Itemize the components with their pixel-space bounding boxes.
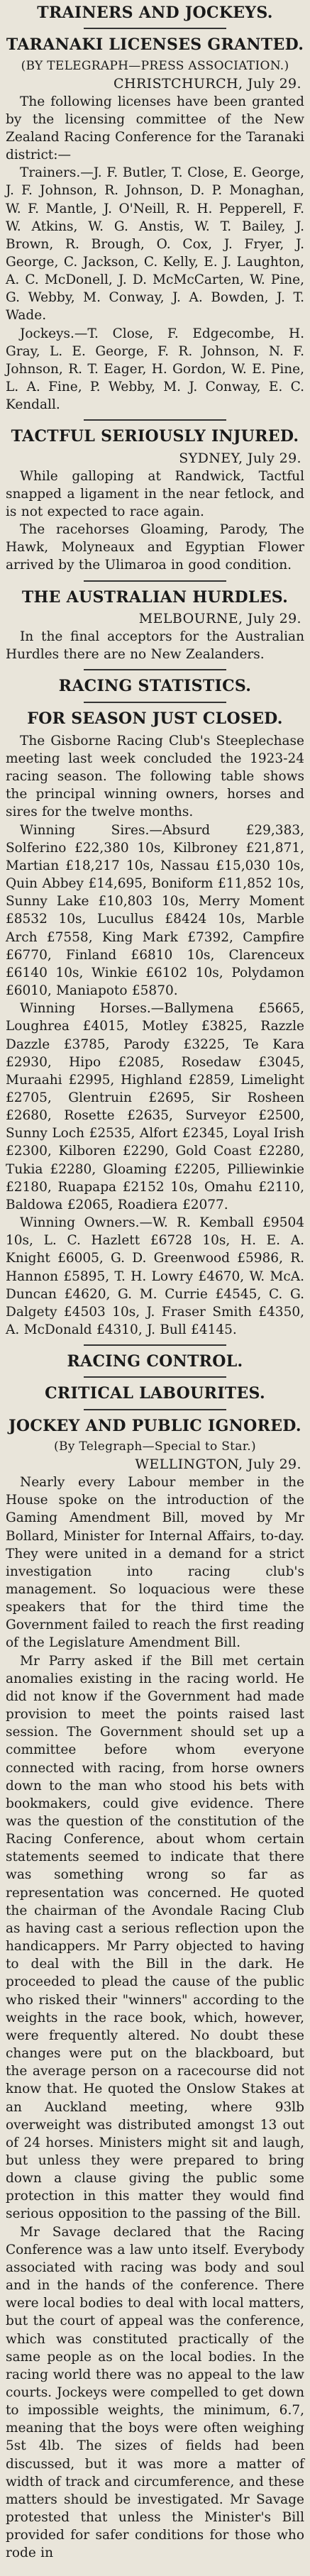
article-heading: JOCKEY AND PUBLIC IGNORED.: [9, 1416, 301, 1435]
article-season: [6, 710, 304, 1339]
article-paragraph: Winning Horses.—Ballymena £5665, Loughrea £4015, Motley £3825, Razzle Dazzle £3785, Parody £3225, Te Kara £2930, Hipo £2085, Rosedaw £3045, Muraahi £2995, Highland £2859, Limelight £2705, Glentruin £2695, Sir Rosheen £2680, Rosette £2635, Surveyor £2500, Sunny Loch £2535, Alfort £2345, Loyal Irish £2300, Kilboren £2290, Gold Coast £2280, Tukia £2280, Gloaming £2205, Pilliewinkie £2180, Ruapapa £2152 10s, Omahu £2110, Baldowa £2065, Roadiera £2077.: [6, 1001, 304, 1212]
article-paragraph: Jockeys.—T. Close, F. Edgecombe, H. Gray, L. E. George, F. R. Johnson, N. F. Johnson, R. T. Eager, H. Gordon, W. E. Pine, L. A. Fine, P. Webby, M. J. Conway, E. C. Kendall.: [6, 326, 304, 413]
divider: [84, 28, 226, 29]
article-heading: TARANAKI LICENSES GRANTED.: [6, 35, 304, 55]
article-paragraph: In the final acceptors for the Australian Hurdles there are no New Zealanders.: [6, 629, 304, 663]
article-paragraph: The racehorses Gloaming, Parody, The Hawk, Molyneaux and Egyptian Flower arrived by the Ulimaroa in good condition.: [6, 522, 304, 573]
article-paragraph: Trainers.—J. F. Butler, T. Close, E. George, J. F. Johnson, R. Johnson, D. P. Monaghan, W. F. Mantle, J. O'Neill, R. H. Pepperell, F. W. Atkins, W. G. Anstis, W. T. Bailey, J. Brown, R. Brough, O. Cox, J. Fryer, J. George, C. Jackson, C. Kelly, E. J. Laughton, A. C. McDonell, J. D. McMcCarten, W. Pine, G. Webby, M. Conway, J. A. Bowden, J. T. Wade.: [6, 165, 304, 324]
article-paragraph: The following licenses have been granted by the licensing committee of the New Zealand Racing Conference for the Taranaki district:—: [6, 94, 304, 163]
article-paragraph: Nearly every Labour member in the House spoke on the introduction of the Gaming Amendment Bill, moved by Mr Bollard, Minister for Internal Affairs, to-day. They were united in a demand for a strict investigation into racing club's management. So loquacious were these speakers that for the third time the Government failed to reach the first reading of the Legislature Amendment Bill.: [6, 1475, 304, 1651]
article-taranaki: [6, 36, 304, 414]
article-heading: CRITICAL LABOURITES.: [45, 1384, 265, 1403]
article-dateline: MELBOURNE, July 29.: [138, 610, 301, 626]
article-dateline: CHRISTCHURCH, July 29.: [114, 75, 301, 92]
article-statistics: [6, 678, 304, 695]
article-trainers: [6, 4, 304, 22]
article-paragraph: The Gisborne Racing Club's Steeplechase meeting last week concluded the 1923-24 racing season. The following table shows the principal winning owners, horses and sires for the twelve months.: [6, 733, 304, 820]
article-heading: FOR SEASON JUST CLOSED.: [27, 709, 283, 728]
article-paragraph: Mr Savage declared that the Racing Conference was a law unto itself. Everybody associated with racing was body and soul and in the hands of the conference. There were local bodies to deal with local matters, but the court of appeal was the conference, which was constituted practically of the same people as on the local bodies. In the racing world there was no appeal to the law courts. Jockeys were compelled to get down to impossible weights, the minimum, 6.7, meaning that the boys were often weighing 5st 4lb. The sizes of fields had been discussed, but it was more a matter of width of track and circumference, and these matters should be investigated. Mr Savage protested that unless the Minister's Bill provided for safer conditions for those who rode in: [6, 2224, 304, 2561]
article-hurdles: [6, 589, 304, 664]
divider: [84, 702, 226, 703]
article-subheading: (By Telegraph—Special to Star.): [54, 1439, 256, 1454]
divider: [84, 419, 226, 421]
article-tactful: [6, 428, 304, 574]
article-jockey: [6, 1417, 304, 2563]
article-paragraph: Mr Parry asked if the Bill met certain anomalies existing in the racing world. He did not know if the Government had made provision to meet the points raised last session. The Government should set up a committee before whom everyone connected with racing, from horse owners down to the man who stood his bets with bookmakers, could give evidence. There was the question of the constitution of the Racing Conference, about whom certain statements seemed to indicate that there was something wrong so far as representation was concerned. He quoted the chairman of the Avondale Racing Club as having cast a serious reflection upon the handicappers. Mr Parry objected to having to deal with the Bill in the dark. He proceeded to plead the cause of the public who risked their "winners" according to the weights in the race book, which, however, were frequently altered. No doubt these changes were put on the blackboard, but the average person on a racecourse did not know that. He quoted the Onslow Stakes at an Auckland meeting, where 93lb overweight was distributed amongst 13 out of 24 horses. Ministers might sit and laugh, but unless they were prepared to bring down a clause giving the public some protection in this matter they would find serious opposition to the passing of the Bill.: [6, 1653, 304, 2222]
article-heading: THE AUSTRALIAN HURDLES.: [21, 587, 289, 607]
article-dateline: SYDNEY, July 29.: [179, 450, 301, 466]
article-heading: RACING CONTROL.: [67, 1352, 243, 1371]
article-paragraph: Winning Sires.—Absurd £29,383, Solferino £22,380 10s, Kilbroney £21,871, Martian £18,217 10s, Nassau £15,030 10s, Quin Abbey £14,695, Boniform £11,852 10s, Sunny Lake £10,803 10s, Merry Moment £8532 10s, Lucullus £8424 10s, Marble Arch £7558, King Mark £7392, Campfire £6770, Finland £6810 10s, Clarenceux £6140 10s, Winkie £6102 10s, Polydamon £6010, Maniapoto £5870.: [6, 822, 304, 999]
article-heading: TACTFUL SERIOUSLY INJURED.: [11, 427, 299, 446]
article-paragraph: Winning Owners.—W. R. Kemball £9504 10s, L. C. Hazlett £6728 10s, H. E. A. Knight £6005, G. D. Greenwood £5986, R. Hannon £5895, T. H. Lowry £4670, W. McA. Duncan £4620, G. M. Currie £4545, C. G. Dalgety £4503 10s, J. Fraser Smith £4350, A. McDonald £4310, J. Bull £4145.: [6, 1215, 304, 1337]
article-control: [6, 1353, 304, 1371]
article-labourites: [6, 1385, 304, 1403]
article-subheading: (BY TELEGRAPH—PRESS ASSOCIATION.): [21, 58, 289, 73]
article-dateline: WELLINGTON, July 29.: [135, 1456, 301, 1473]
divider: [84, 1376, 226, 1378]
divider: [84, 580, 226, 582]
article-paragraph: While galloping at Randwick, Tactful snapped a ligament in the near fetlock, and is not expected to race again.: [6, 468, 304, 520]
divider: [84, 1409, 226, 1410]
divider: [84, 669, 226, 670]
divider: [84, 1344, 226, 1346]
article-heading: TRAINERS AND JOCKEYS.: [37, 4, 273, 22]
article-heading: RACING STATISTICS.: [58, 677, 252, 696]
